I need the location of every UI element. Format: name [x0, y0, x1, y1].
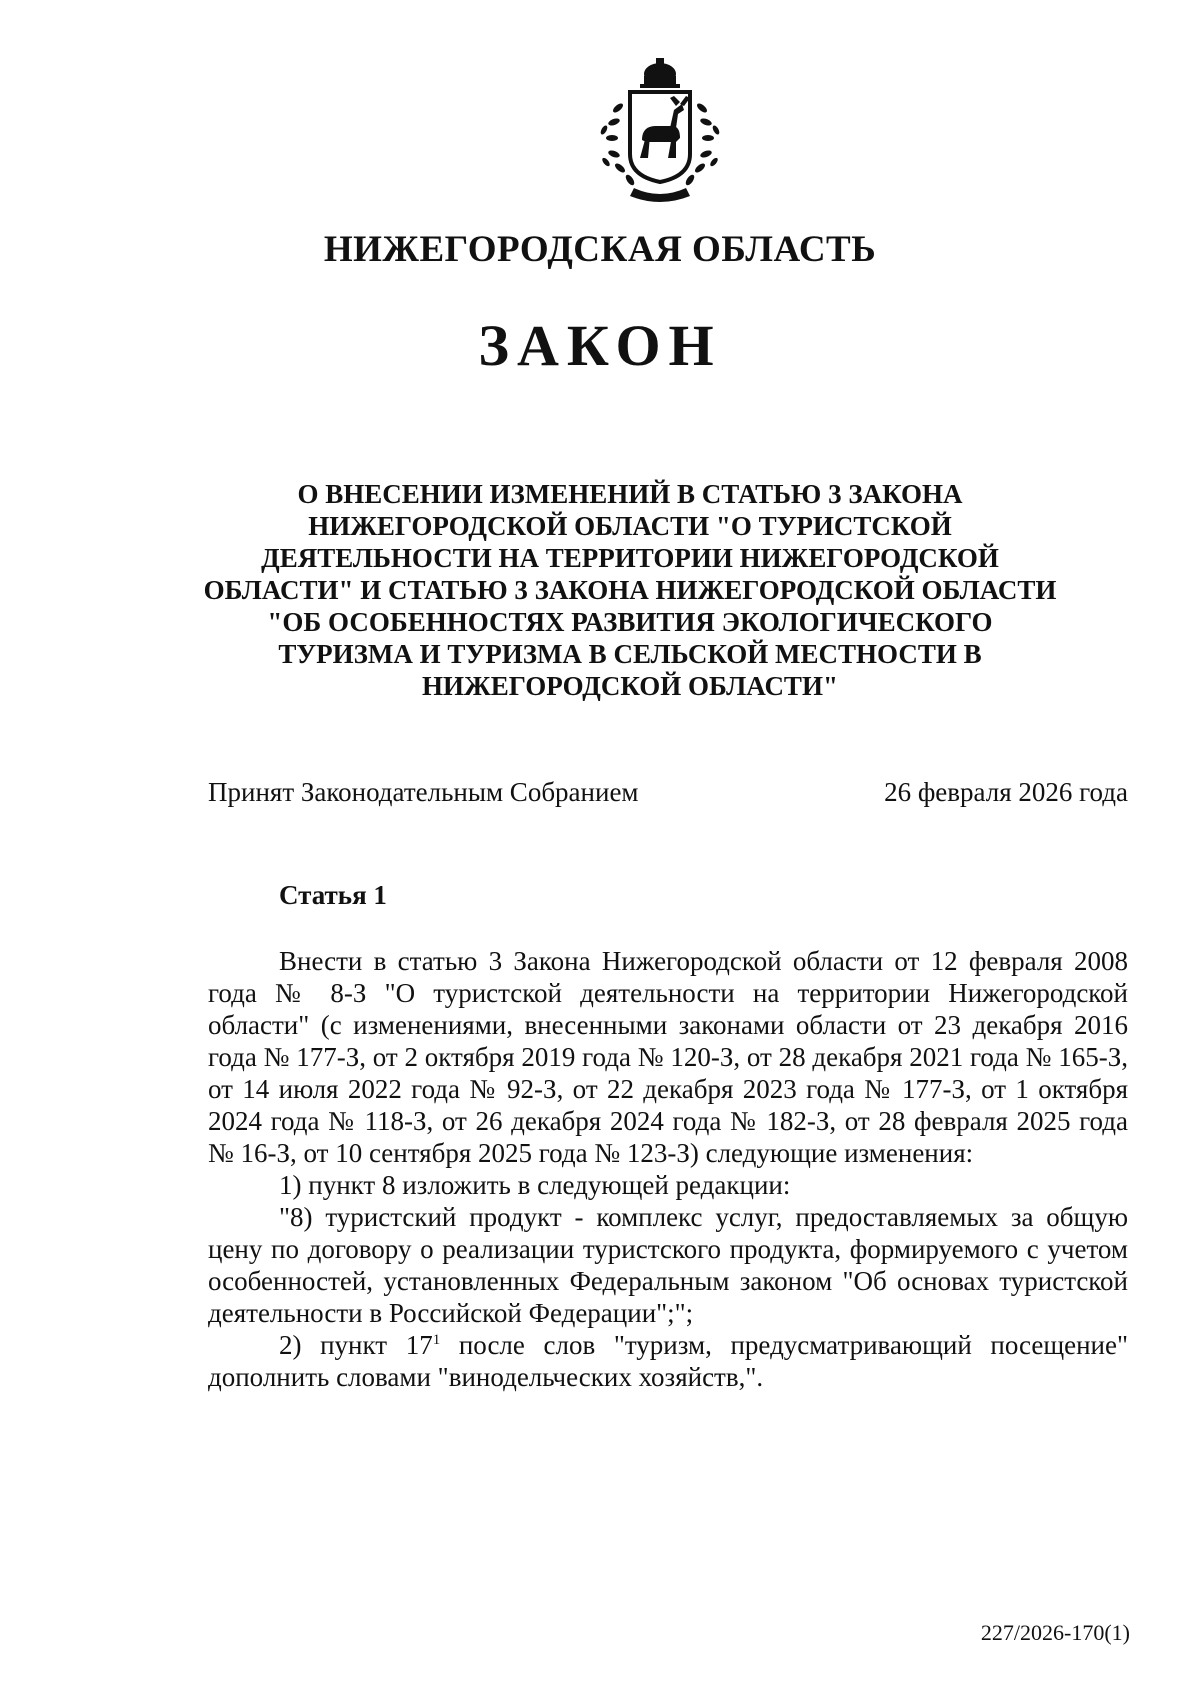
document-number: 227/2026-170(1)	[980, 1620, 1130, 1645]
coat-of-arms-icon	[590, 58, 730, 208]
adoption-label: Принят Законодательным Собранием	[208, 777, 639, 807]
adoption-line	[208, 777, 1128, 808]
article-paragraph: "8) туристский продукт - комплекс услуг, предоставляемых за общую цену по договору о реализации туристского продукта, формируемого с учетом особенностей, установленных Федеральным законом "Об основах туристской деятельности в Российской Федерации";";	[208, 1202, 1128, 1328]
document-type: ЗАКОН	[478, 313, 722, 378]
article-paragraph	[208, 1329, 1128, 1393]
law-title: О ВНЕСЕНИИ ИЗМЕНЕНИЙ В СТАТЬЮ 3 ЗАКОНА НИЖЕГОРОДСКОЙ ОБЛАСТИ "О ТУРИСТСКОЙ ДЕЯТЕЛЬНОСТИ НА ТЕРРИТОРИИ НИЖЕГОРОДСКОЙ ОБЛАСТИ" И СТАТЬЮ 3 ЗАКОНА НИЖЕГОРОДСКОЙ ОБЛАСТИ "ОБ ОСОБЕННОСТЯХ РАЗВИТИЯ ЭКОЛОГИЧЕСКОГО ТУРИЗМА И ТУРИЗМА В СЕЛЬСКОЙ МЕСТНОСТИ В НИЖЕГОРОДСКОЙ ОБЛАСТИ"	[203, 479, 1057, 701]
article-heading: Статья 1	[279, 880, 387, 910]
adoption-date: 26 февраля 2026 года	[884, 777, 1128, 807]
article-paragraph: Внести в статью 3 Закона Нижегородской области от 12 февраля 2008 года № 8-З "О туристской деятельности на территории Нижегородской области" (с изменениями, внесенными законами области от 23 декабря 2016 года № 177-З, от 2 октября 2019 года № 120-З, от 28 декабря 2021 года № 165-З, от 14 июля 2022 года № 92-З, от 22 декабря 2023 года № 177-З, от 1 октября 2024 года № 118-З, от 26 декабря 2024 года № 182-З, от 28 февраля 2025 года № 16-З, от 10 сентября 2025 года № 123-З) следующие изменения:	[208, 946, 1128, 1168]
item2-start: 2) пункт 17	[279, 1330, 433, 1360]
article-body	[208, 945, 1128, 1393]
item2-end: после слов "туризм, предусматривающий посещение" дополнить словами "винодельческих хозяйств,".	[208, 1330, 1129, 1392]
article-paragraph: 1) пункт 8 изложить в следующей редакции:	[279, 1170, 791, 1200]
region-name: НИЖЕГОРОДСКАЯ ОБЛАСТЬ	[323, 229, 877, 270]
item2-superscript: 1	[432, 1332, 441, 1348]
